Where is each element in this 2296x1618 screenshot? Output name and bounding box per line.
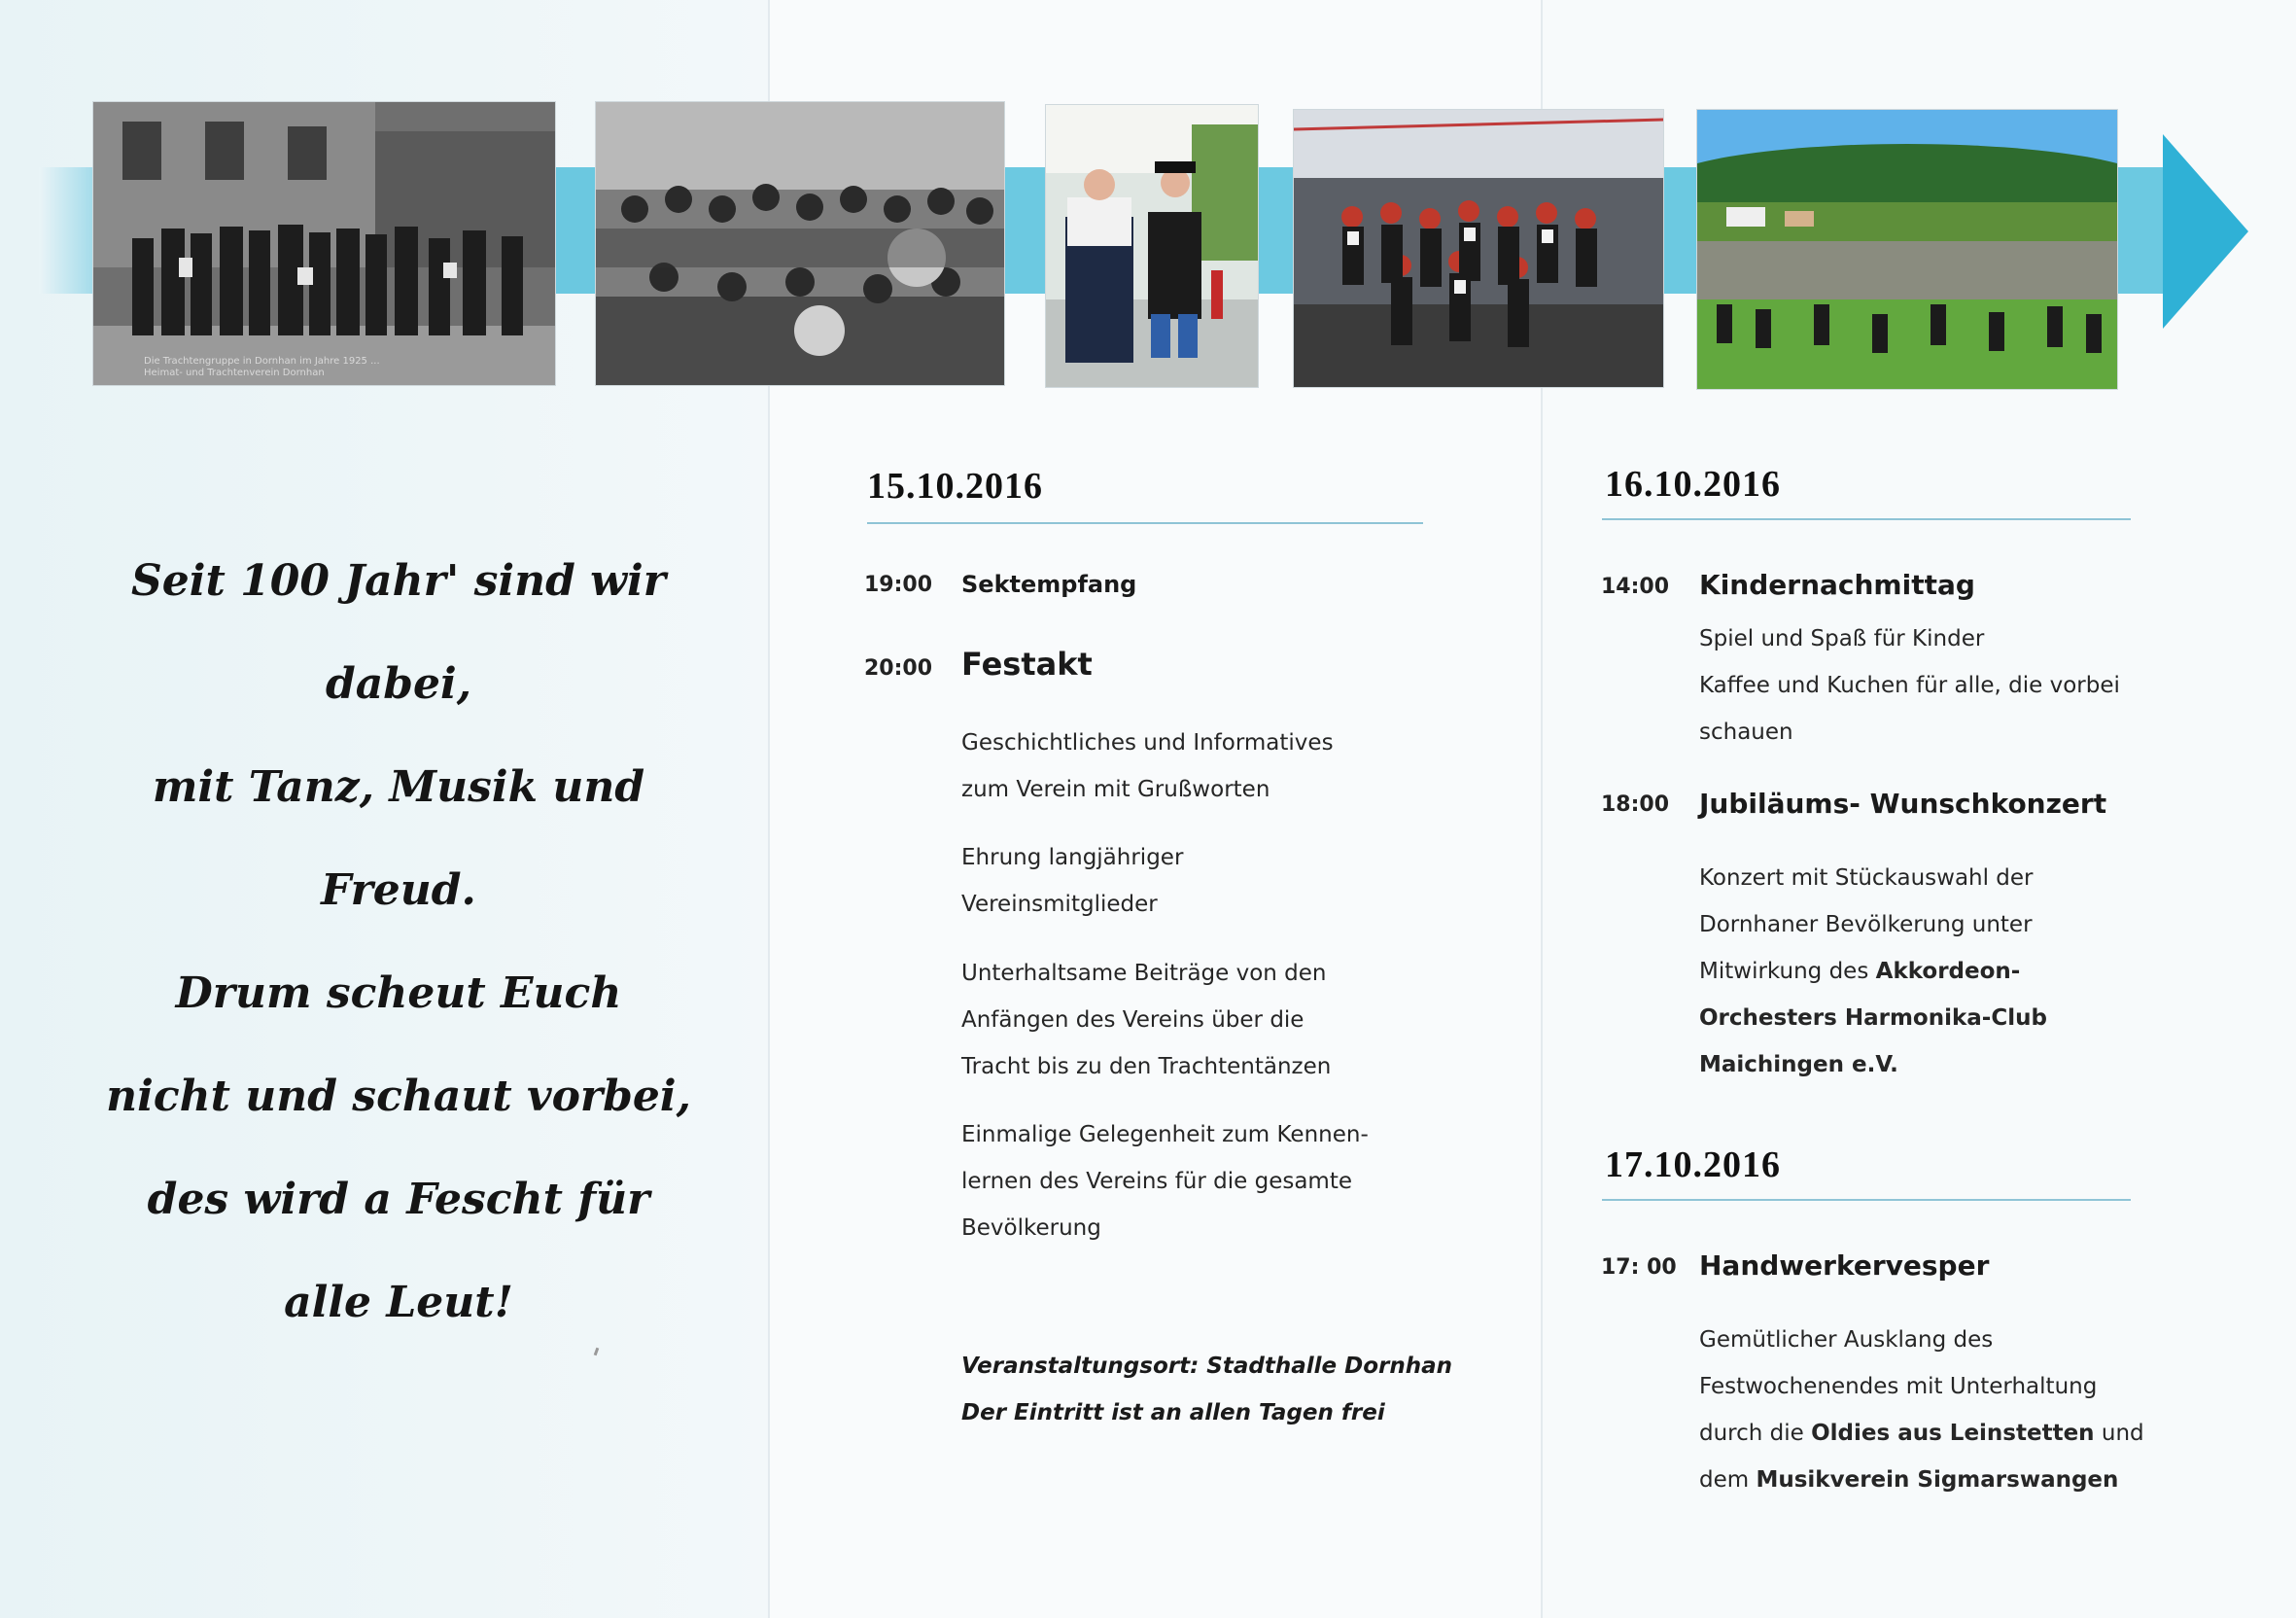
detail-line: Anfängen des Vereins über die — [961, 1007, 1305, 1033]
day2-event2-description — [1699, 855, 2047, 1088]
poem-line-6: nicht und schaut vorbei, — [106, 1072, 691, 1121]
description-line — [1699, 995, 2047, 1041]
description-line: Gemütlicher Ausklang des — [1699, 1327, 1994, 1353]
poem-line-8: alle Leut! — [284, 1278, 513, 1327]
day1-date: 15.10.2016 — [867, 466, 1043, 507]
description-text: durch die — [1699, 1421, 1812, 1446]
description-line: Spiel und Spaß für Kinder — [1699, 626, 1985, 651]
day3-event-time: 17: 00 — [1601, 1255, 1677, 1280]
detail-line: Geschichtliches und Informatives — [961, 730, 1334, 756]
poem — [97, 530, 700, 1354]
description-line: Konzert mit Stückauswahl der — [1699, 865, 2034, 891]
photo-brass-band — [595, 101, 1005, 386]
photo-costume-couple — [1045, 104, 1259, 388]
description-text: Mitwirkung des — [1699, 959, 1876, 984]
detail-line: Ehrung langjähriger — [961, 845, 1184, 870]
poem-line-4: Freud. — [321, 865, 476, 915]
timeline-arrow-icon — [2163, 134, 2248, 329]
day1-detail-3 — [961, 950, 1331, 1090]
description-line: schauen — [1699, 720, 1793, 745]
day1-event2-title: Festakt — [961, 646, 1093, 683]
description-line — [1699, 948, 2047, 995]
performer-name: Oldies aus Leinstetten — [1811, 1421, 2095, 1446]
poem-line-3: mit Tanz, Musik und — [152, 762, 645, 812]
poem-line-1: Seit 100 Jahr' sind wir — [131, 556, 666, 606]
photo-historic-group — [92, 101, 556, 386]
admission-line: Der Eintritt ist an allen Tagen frei — [961, 1400, 1385, 1425]
day2-event1-description — [1699, 616, 2120, 756]
description-line: Kaffee und Kuchen für alle, die vorbei — [1699, 673, 2120, 698]
day1-event2-time: 20:00 — [864, 656, 933, 681]
performer-name: Maichingen e.V. — [1699, 1052, 1898, 1077]
day2-event2-time: 18:00 — [1601, 792, 1670, 817]
day2-rule — [1602, 518, 2131, 520]
photo-outdoor-dance — [1696, 109, 2118, 390]
day3-rule — [1602, 1199, 2131, 1201]
day1-detail-1 — [961, 720, 1334, 813]
detail-line: zum Verein mit Grußworten — [961, 777, 1270, 802]
day2-date: 16.10.2016 — [1605, 464, 1781, 505]
performer-name: Akkordeon- — [1875, 959, 2021, 984]
day3-date: 17.10.2016 — [1605, 1144, 1781, 1185]
day2-event1-time: 14:00 — [1601, 575, 1670, 599]
description-line — [1699, 1041, 2047, 1088]
detail-line: Bevölkerung — [961, 1215, 1101, 1241]
day1-detail-4 — [961, 1111, 1369, 1251]
description-line — [1699, 1410, 2144, 1457]
day1-event1-title: Sektempfang — [961, 571, 1137, 598]
detail-line: lernen des Vereins für die gesamte — [961, 1169, 1353, 1194]
performer-name: Orchesters Harmonika-Club — [1699, 1005, 2047, 1031]
photo-caption-line2: Heimat- und Trachtenverein Dornhan — [144, 368, 325, 378]
description-text: und — [2094, 1421, 2144, 1446]
day1-detail-2 — [961, 834, 1183, 928]
description-line: Dornhaner Bevölkerung unter — [1699, 912, 2033, 937]
detail-line: Tracht bis zu den Trachtentänzen — [961, 1054, 1332, 1079]
description-text: dem — [1699, 1467, 1757, 1493]
venue-line: Veranstaltungsort: Stadthalle Dornhan — [961, 1354, 1452, 1379]
day2-event1-title: Kindernachmittag — [1699, 569, 1975, 601]
detail-line: Einmalige Gelegenheit zum Kennen- — [961, 1122, 1369, 1147]
poem-line-7: des wird a Fescht für — [147, 1175, 650, 1224]
photo-caption-line1: Die Trachtengruppe in Dornhan im Jahre 1925 ... — [144, 356, 380, 367]
detail-line: Unterhaltsame Beiträge von den — [961, 961, 1327, 986]
description-line: Festwochenendes mit Unterhaltung — [1699, 1374, 2098, 1399]
performer-name: Musikverein Sigmarswangen — [1756, 1467, 2119, 1493]
day1-event1-time: 19:00 — [864, 573, 933, 597]
description-line — [1699, 1457, 2144, 1503]
poem-line-2: dabei, — [325, 659, 472, 709]
day3-event-description — [1699, 1317, 2144, 1503]
detail-line: Vereinsmitglieder — [961, 892, 1158, 917]
poem-line-5: Drum scheut Euch — [175, 968, 622, 1018]
day2-event2-title: Jubiläums- Wunschkonzert — [1699, 788, 2107, 820]
photo-group-stairs — [1293, 109, 1664, 388]
day3-event-title: Handwerkervesper — [1699, 1249, 1990, 1282]
day1-rule — [867, 522, 1423, 524]
venue-info — [961, 1343, 1452, 1436]
